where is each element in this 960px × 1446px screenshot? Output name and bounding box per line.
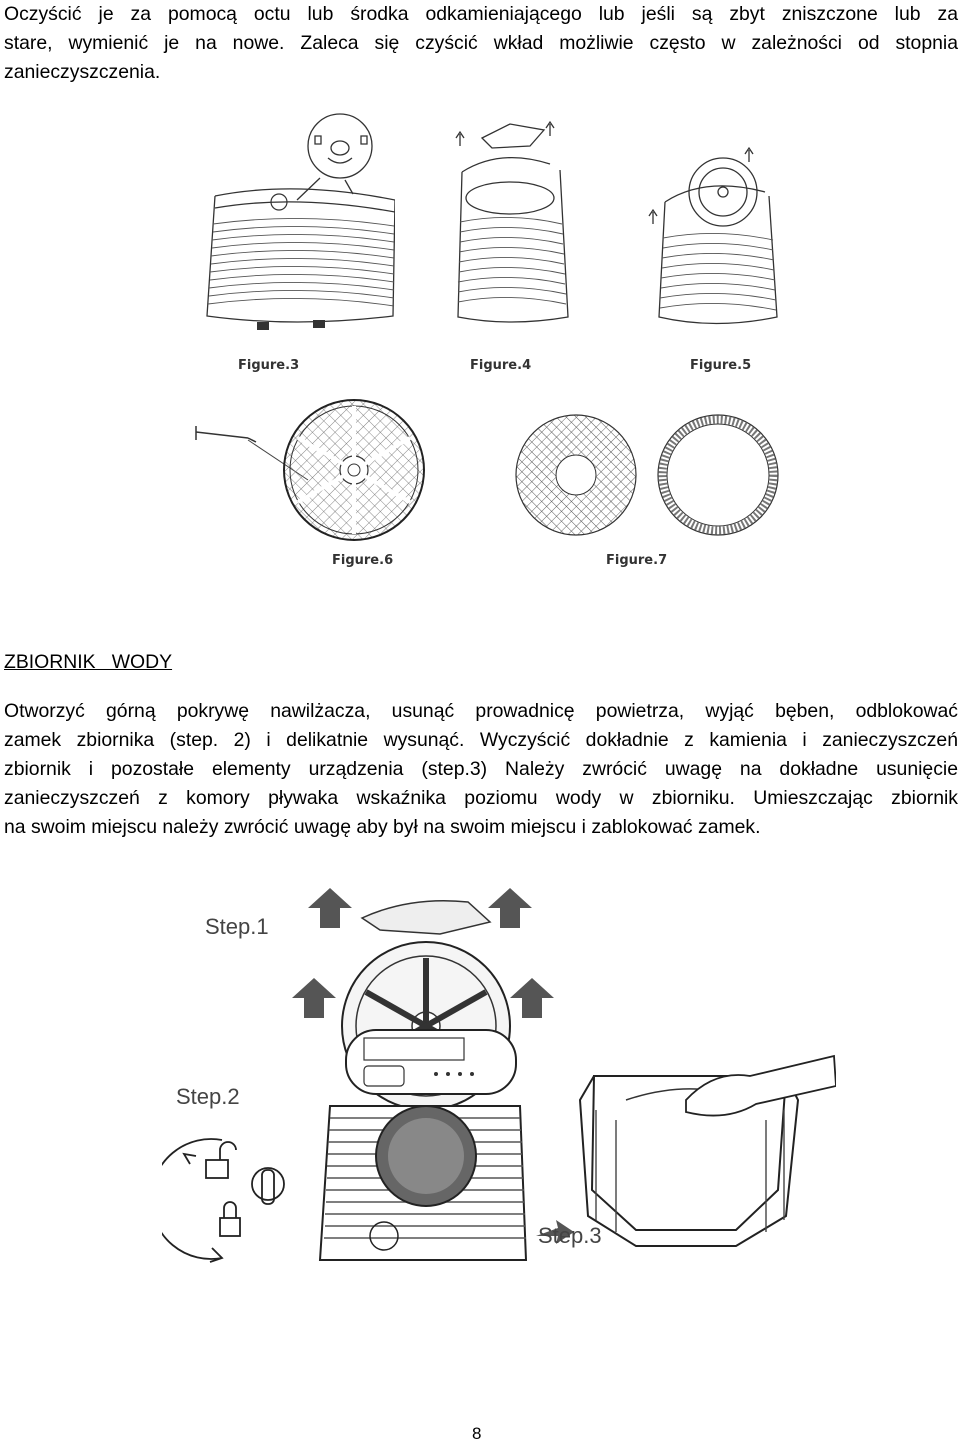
- intro-line-3: zanieczyszczenia.: [4, 61, 161, 83]
- step-1-illustration: [290, 888, 560, 1268]
- figure-7-caption: Figure.7: [606, 553, 668, 568]
- body-line-4: zanieczyszczeń z komory pływaka wskaźnika poziomu wody w zbiorniku. Umieszczając zbiornik: [4, 787, 958, 809]
- figure-6-illustration: [188, 398, 448, 548]
- page-number: 8: [472, 1424, 482, 1443]
- figure-5-illustration: [645, 142, 785, 342]
- intro-line-2: stare, wymienić je na nowe. Zaleca się czyścić wkład możliwie często w zależności od stopnia: [4, 32, 958, 54]
- figure-3-caption: Figure.3: [238, 358, 300, 373]
- body-line-5: na swoim miejscu należy zwrócić uwagę aby był na swoim miejscu i zablokować zamek.: [4, 816, 761, 838]
- body-paragraph: [4, 697, 958, 842]
- body-line-2: zamek zbiornika (step. 2) i delikatnie wysunąć. Wyczyścić dokładnie z kamienia i zanieczyszczeń: [4, 729, 958, 751]
- step-2-illustration: [162, 1134, 302, 1264]
- step-3-illustration: [536, 1040, 836, 1250]
- step-1-label: Step.1: [205, 914, 269, 939]
- figure-7-illustration: [512, 412, 782, 544]
- section-heading: ZBIORNIK WODY: [4, 651, 173, 673]
- step-2-label: Step.2: [176, 1084, 240, 1109]
- intro-line-1: Oczyścić je za pomocą octu lub środka odkamieniającego lub jeśli są zbyt zniszczone lub za: [4, 3, 958, 25]
- figure-3-illustration: [195, 108, 395, 340]
- body-line-1: Otworzyć górną pokrywę nawilżacza, usunąć prowadnicę powietrza, wyjąć bęben, odblokować: [4, 700, 958, 722]
- figure-4-illustration: [440, 112, 580, 342]
- body-line-3: zbiornik i pozostałe elementy urządzenia (step.3) Należy zwrócić uwagę na dokładne usunięcie: [4, 758, 958, 780]
- figure-6-caption: Figure.6: [332, 553, 394, 568]
- figure-4-caption: Figure.4: [470, 358, 532, 373]
- step-3-label: Step.3: [538, 1223, 602, 1248]
- figure-5-caption: Figure.5: [690, 358, 752, 373]
- intro-paragraph: [4, 0, 958, 87]
